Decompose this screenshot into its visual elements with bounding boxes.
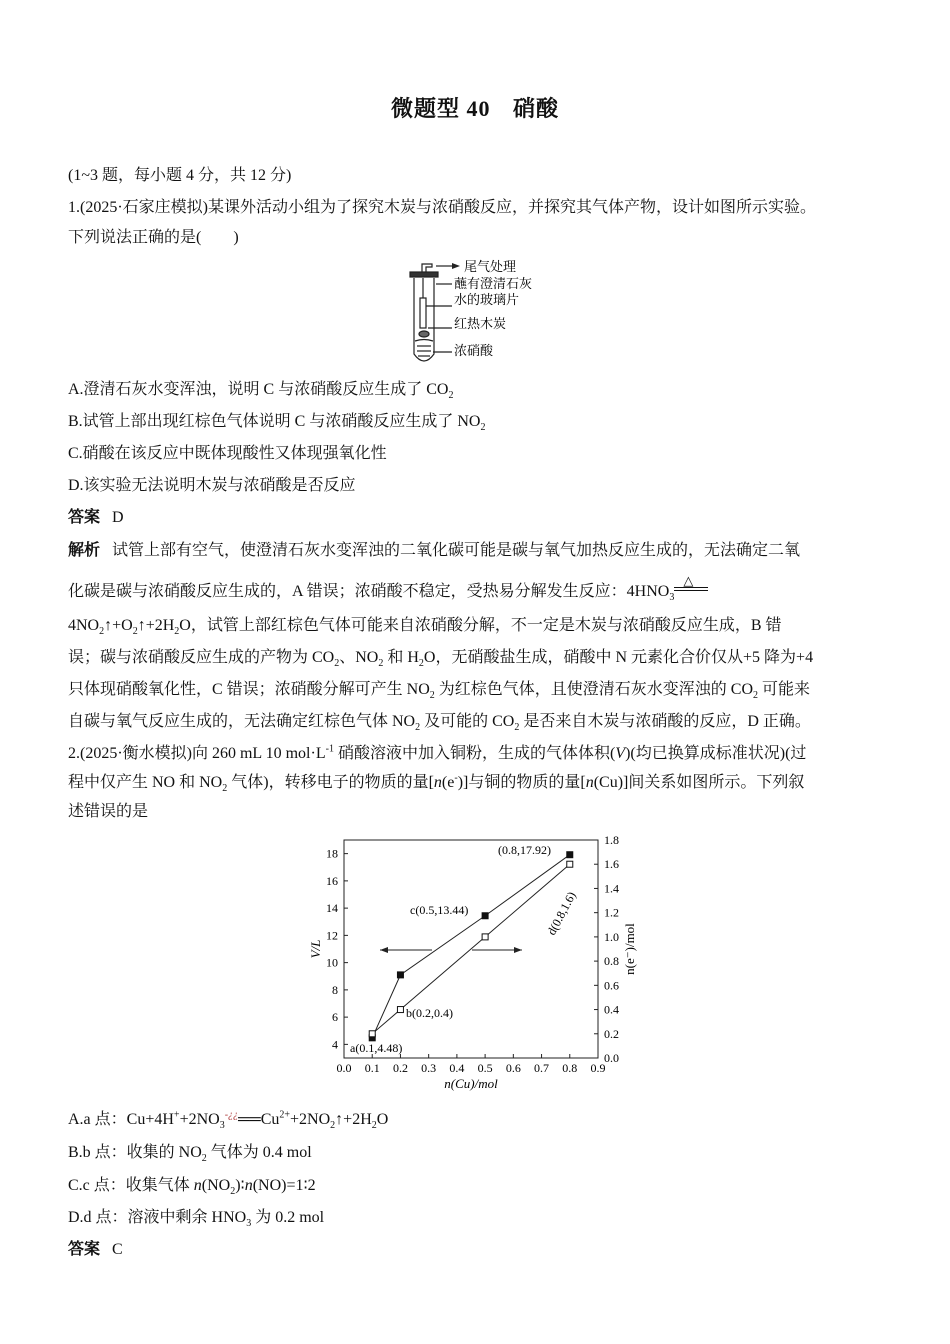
fig-label-nitric-acid: 浓硝酸 <box>454 343 494 358</box>
series-1-point <box>397 972 403 978</box>
y2-tick-label: 0.0 <box>604 1051 619 1065</box>
q1-option-b: B.试管上部出现红棕色气体说明 C 与浓硝酸反应生成了 $NO_2$ <box>68 413 486 434</box>
x-tick-label: 0.7 <box>534 1061 550 1075</box>
q1-analysis-line5: 只体现硝酸氧化性，C 错误；浓硝酸分解可产生 $NO_2$ 为红棕色气体，且使澄清石灰水变浑浊的 $CO_2$ 可能来 <box>68 681 811 702</box>
x-axis-label: n(Cu)/mol <box>444 1076 498 1091</box>
q2-chart <box>300 828 640 1096</box>
arrow-right-head <box>514 947 522 953</box>
x-tick-label: 0.0 <box>336 1061 352 1075</box>
q1-analysis-line2: 化碳是碳与浓硝酸反应生成的，A 错误；浓硝酸不稳定，受热易分解发生反应：$4HNO_3$ △ <box>68 582 708 602</box>
fig-label-glass-1: 蘸有澄清石灰 <box>454 276 533 291</box>
y-tick-label: 14 <box>326 901 338 916</box>
q2-option-a: A.a 点：$Cu+4H^++2NO_3^{-¿¿}══Cu^{2+}+2NO_2↑+2H_2O$ <box>68 1109 389 1132</box>
y2-tick-label: 1.0 <box>604 929 619 944</box>
x-tick-label: 0.6 <box>505 1061 521 1075</box>
q2-stem-line2: 程中仅产生 NO 和 $NO_2$ 气体)，转移电子的物质的量[n(e-)]与铜的物质的量[n(Cu)]间关系如图所示。下列叙 <box>68 772 805 795</box>
y2-tick-label: 0.2 <box>604 1026 619 1041</box>
q2-option-c: C.c 点：收集气体 $n(NO_2)∶n(NO)=1∶2$ <box>68 1177 316 1198</box>
q1-option-d: D.该实验无法说明木炭与浓硝酸是否反应 <box>68 477 356 494</box>
arrow-left-head <box>380 947 388 953</box>
y2-tick-label: 1.8 <box>604 833 619 847</box>
q1-analysis-line1: 解析 试管上部有空气，使澄清石灰水变浑浊的二氧化碳可能是碳与氧气加热反应生成的，无法确定二氧 <box>68 542 801 559</box>
title-sub: 硝酸 <box>513 96 560 121</box>
page-title <box>0 92 950 123</box>
q2-answer: 答案 C <box>68 1241 123 1258</box>
q1-option-a: A.澄清石灰水变浑浊，说明 C 与浓硝酸反应生成了 $CO_2$ <box>68 381 454 402</box>
y-tick-label: 12 <box>326 928 338 943</box>
series-2-point <box>369 1031 375 1037</box>
x-tick-label: 0.5 <box>477 1061 493 1075</box>
y-axis-label: V/L <box>308 939 323 959</box>
q1-option-c: C.硝酸在该反应中既体现酸性又体现强氧化性 <box>68 445 387 462</box>
q1-stem-line2: 下列说法正确的是( ) <box>68 229 239 246</box>
y2-tick-label: 1.2 <box>604 905 619 920</box>
series-1-point <box>567 852 573 858</box>
series-2-point <box>567 861 573 867</box>
y-tick-label: 6 <box>332 1010 338 1025</box>
y-tick-label: 16 <box>326 873 338 888</box>
series-1-point <box>482 913 488 919</box>
q1-analysis-line6: 自碳与氧气反应生成的，无法确定红棕色气体 $NO_2$ 及可能的 $CO_2$ 是否来自木炭与浓硝酸的反应，D 正确。 <box>68 713 811 734</box>
y-tick-label: 18 <box>326 846 338 861</box>
q2-stem-line1: 2.(2025·衡水模拟)向 260 mL 10 $mol\cdot L^{-1}$ 硝酸溶液中加入铜粉，生成的气体体积(V)(均已换算成标准状况)(过 <box>68 743 807 762</box>
q2-option-d: D.d 点：溶液中剩余 $HNO_3$ 为 0.2 mol <box>68 1209 325 1230</box>
y2-axis-label: n(e⁻)/mol <box>622 923 637 975</box>
x-tick-label: 0.2 <box>392 1061 408 1075</box>
q2-option-b: B.b 点：收集的 $NO_2$ 气体为 0.4 mol <box>68 1144 312 1165</box>
y2-tick-label: 0.6 <box>604 978 619 993</box>
q1-analysis-line3: $4NO_2↑+O_2↑+2H_2O$，试管上部红棕色气体可能来自浓硝酸分解，不一定是木炭与浓硝酸反应生成，B 错 <box>68 617 782 638</box>
annotation-top: (0.8,17.92) <box>498 843 551 857</box>
annotation-c: c(0.5,13.44) <box>410 903 469 917</box>
annotation-a: a(0.1,4.48) <box>350 1041 403 1055</box>
y2-tick-label: 1.4 <box>604 881 619 896</box>
x-tick-label: 0.9 <box>590 1061 606 1075</box>
annotation-b: b(0.2,0.4) <box>406 1006 453 1020</box>
q1-apparatus-figure <box>400 256 560 372</box>
x-tick-label: 0.8 <box>562 1061 578 1075</box>
title-main: 微题型 40 <box>390 96 491 121</box>
q1-analysis-line4: 误；碳与浓硝酸反应生成的产物为 $CO_2$、$NO_2$ 和 $H_2O$，无硝酸盐生成，硝酸中 N 元素化合价仅从+5 降为+4 <box>68 649 814 670</box>
fig-label-charcoal: 红热木炭 <box>454 316 507 331</box>
y-tick-label: 4 <box>332 1037 338 1052</box>
x-tick-label: 0.1 <box>364 1061 380 1075</box>
q2-stem-line3: 述错误的是 <box>68 803 149 820</box>
q1-answer: 答案 D <box>68 509 124 526</box>
x-tick-label: 0.4 <box>449 1061 465 1075</box>
y-tick-label: 10 <box>326 955 338 970</box>
y2-tick-label: 1.6 <box>604 857 619 872</box>
series-2-point <box>482 934 488 940</box>
y2-tick-label: 0.8 <box>604 954 619 969</box>
series-2-point <box>397 1007 403 1013</box>
fig-label-exhaust: 尾气处理 <box>464 259 517 274</box>
y-tick-label: 8 <box>332 982 338 997</box>
fig-label-glass-2: 水的玻璃片 <box>454 292 520 307</box>
annotation-d: d(0.8,1.6) <box>544 889 579 938</box>
q1-stem-line1: 1.(2025·石家庄模拟)某课外活动小组为了探究木炭与浓硝酸反应，并探究其气体产物，设计如图所示实验。 <box>68 199 816 216</box>
y2-tick-label: 0.4 <box>604 1002 619 1017</box>
x-tick-label: 0.3 <box>421 1061 437 1075</box>
section-note: (1~3 题，每小题 4 分，共 12 分) <box>68 167 292 184</box>
